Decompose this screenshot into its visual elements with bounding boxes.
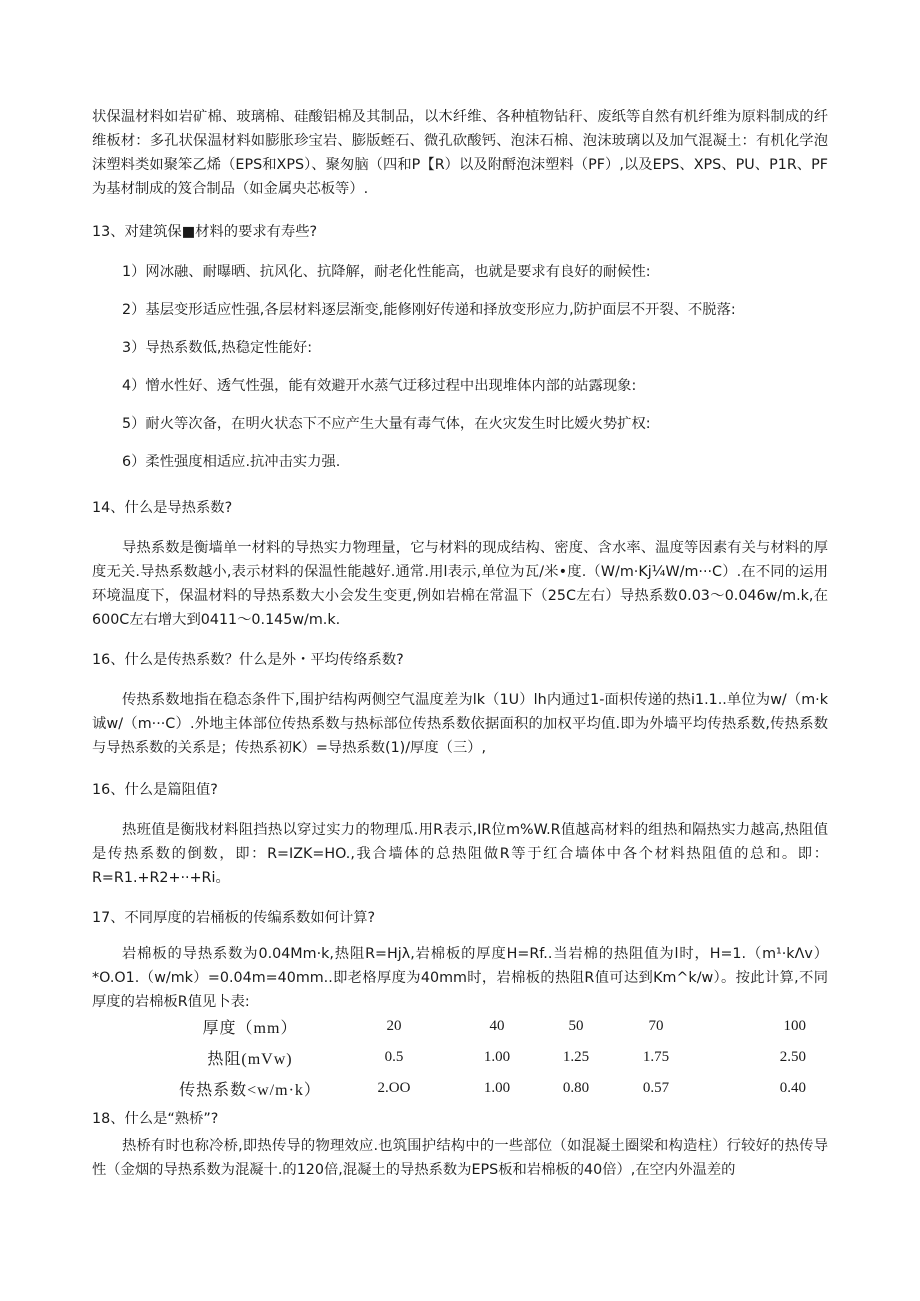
table-cell: 0.57: [642, 1080, 670, 1096]
q14-title: 14、什么是导热系数?: [92, 500, 233, 516]
q18-title: 18、什么是“熟桥”?: [92, 1111, 219, 1127]
table-row: [170, 1042, 812, 1073]
q16b-title: 16、什么是篇阻值?: [92, 782, 218, 798]
table-row: [170, 1011, 812, 1042]
table-cell: 0.40: [779, 1080, 806, 1096]
q16a-title: 16、什么是传热系数？什么是外・平均传络系数?: [92, 652, 404, 668]
q16b-paragraph: 热班值是衡戕材料阻挡热以穿过实力的物理瓜.用R表示,IR位m%W.R值越高材料的组热和隔热实力越高,热阻值是传热系数的倒数，即：R=IZK=HO.,我合墙体的总热阻做R等于红合墙体中各个材料热阻值的总和。即：R=R1.+R2+··+Ri。: [92, 822, 828, 886]
table-row-label: 热阻(mVw): [207, 1051, 293, 1068]
table-cell: 1.00: [483, 1049, 511, 1065]
q17-title: 17、不同厚度的岩桶板的传编系数如何计算?: [92, 910, 376, 926]
q13-item-5: 5）耐火等次备，在明火状态下不应产生大量有毒气体，在火灾发生时比嫒火势扩权:: [122, 416, 651, 432]
q14-paragraph: 导热系数是衡墙单一材料的导热实力物理量，它与材料的现成结构、密度、含水率、温度等因素有关与材料的厚度无关.导热系数越小,表示材料的保温性能越好.通常.用l表示,单位为瓦/米•度.（W/m·Kj¼W/m···C）.在不同的运用环境温度下，保温材料的导热系数大小会发生变更,例如岩棉在常温下（25C左右）导热系数0.03～0.046w/m.k,在600C左右增大到0411～0.145w/m.k.: [92, 540, 828, 628]
q13-item-1: 1）网冰融、耐曝晒、抗风化、抗降解，耐老化性能高，也就是要求有良好的耐候性:: [122, 264, 651, 280]
q13-title: 13、对建筑保■材料的要求有寿些?: [92, 224, 318, 240]
r-value-table: [170, 1011, 812, 1104]
table-cell: 1.25: [562, 1049, 590, 1065]
q13-item-2: 2）基层变形适应性强,各层材料逐层渐变,能修刚好传递和择放变形应力,防护面层不开裂、不脱落:: [122, 302, 736, 318]
table-cell: 0.5: [384, 1049, 404, 1065]
q13-item-6: 6）柔性强度相适应.抗冲击实力强.: [122, 454, 341, 470]
q18-paragraph: 热桥有时也称冷桥,即热传导的物理效应.也筑围护结构中的一些部位（如混凝土圈梁和构造柱）行较好的热传导性（金烟的导热系数为混凝十.的120倍,混凝土的导热系数为EPS板和岩棉板的40倍）,在空内外温差的: [92, 1138, 828, 1178]
q13-item-4: 4）憎水性好、透气性强，能有效避开水蒸气迂移过程中出现堆体内部的站露现象:: [122, 378, 637, 394]
table-cell: 40: [489, 1018, 505, 1034]
table-cell: 20: [386, 1018, 402, 1034]
table-row-label: 传热系数<w/m·k）: [179, 1082, 321, 1099]
table-row-label: 厚度（mm）: [202, 1020, 298, 1037]
table-cell: 1.75: [642, 1049, 670, 1065]
table-cell: 70: [648, 1018, 664, 1034]
table-cell: 2.50: [779, 1049, 806, 1065]
table-cell: 1.00: [483, 1080, 511, 1096]
table-cell: 100: [783, 1018, 806, 1034]
q17-paragraph: 岩棉板的导热系数为0.04Mm·k,热阻R=Hjλ,岩棉板的厚度H=Rf..当岩棉的热阻值为l时，H=1.（m¹·kΛv）*O.O1.（w/mk）=0.04m=40mm..即老格厚度为40mm时，岩棉板的热阻R值可达到Km^k/w）。按此计算,不同厚度的岩棉板R值见卜表:: [92, 946, 828, 1010]
table-cell: 2.OO: [377, 1080, 411, 1096]
intro-paragraph: 状保温材料如岩矿棉、玻璃棉、硅酸铝棉及其制品，以木纤维、各种植物钻秆、废纸等自然有机纤维为原料制成的纤维板材：多孔状保温材料如膨胀珍宝岩、膨版蛭石、微孔砍酸钙、泡沫石棉、泡沫玻璃以及加气混凝土：有机化学泡沫塑料类如聚笨乙烯（EPS和XPS）、聚匆脑（四和P【R）以及附酹泡沫塑料（PF）,以及EPS、XPS、PU、P1R、PF为基材制成的笈合制品（如金属央芯板等）.: [92, 109, 828, 197]
table-row: [170, 1073, 812, 1104]
table-cell: 0.80: [562, 1080, 590, 1096]
q13-item-3: 3）导热系数低,热稳定性能好:: [122, 340, 313, 356]
q16a-paragraph: 传热系数地指在稳态条件下,围护结构两侧空气温度差为lk（1U）lh内通过1-面枳传递的热i1.1..单位为w/（m·k诚w/（m···C）.外地主体部位传热系数与热标部位传热系数依据面积的加权平均值.即为外墙平均传热系数,传热系数与导热系数的关系是；传热系初K）=导热系数(1)/厚度（三）,: [92, 692, 828, 756]
table-cell: 50: [568, 1018, 584, 1034]
